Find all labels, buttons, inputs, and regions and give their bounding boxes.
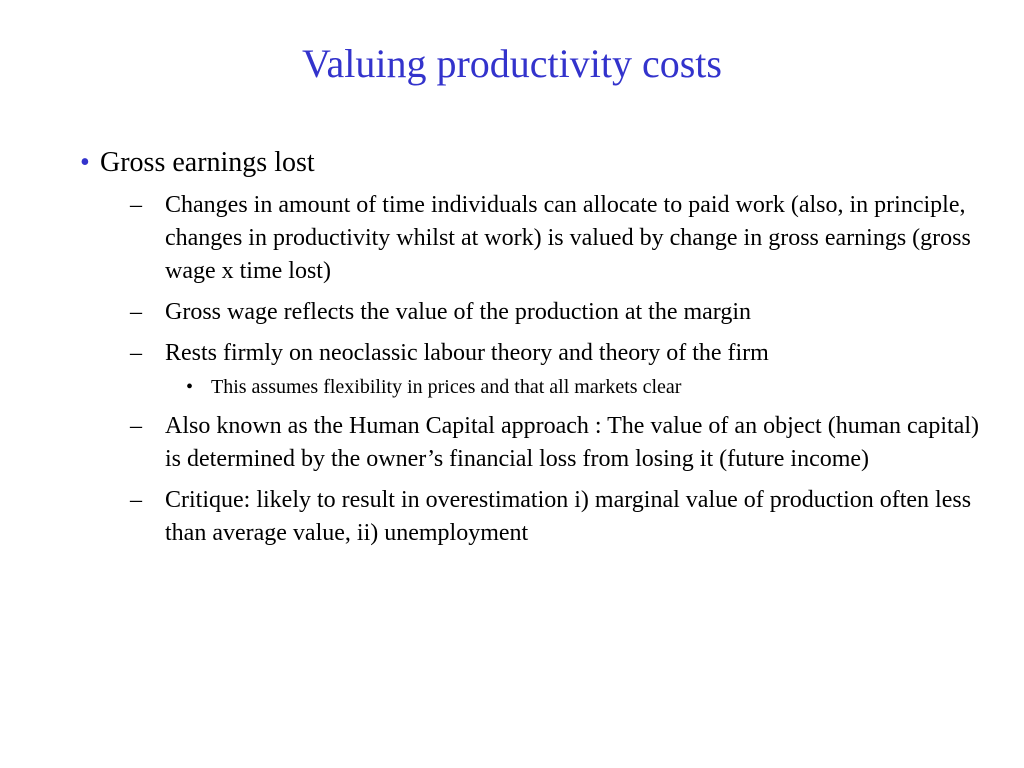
dash-marker: – [130,487,142,513]
sub-item-text: Changes in amount of time individuals can allocate to paid work (also, in principle, changes in productivity whilst at work) is valued by change in gross earnings (gross wage x time lost) [165,192,971,284]
slide-title: Valuing productivity costs [302,41,722,86]
dash-marker: – [130,340,142,366]
dash-marker: – [130,413,142,439]
sub-item-gross-wage [130,296,990,329]
dot-marker: • [186,376,194,398]
sub-item-critique [130,484,990,550]
bullet-text: Gross earnings lost [100,147,315,178]
sub-item-human-capital [130,410,990,476]
nested-item-flexibility [186,374,990,400]
dash-marker: – [130,299,142,325]
bullet-gross-earnings [80,143,990,183]
sub-item-text: Gross wage reflects the value of the production at the margin [165,299,752,325]
sub-item-text: Also known as the Human Capital approach : The value of an object (human capital) is determined by the owner’s financial loss from losing it (future income) [165,413,979,472]
sub-item-changes [130,189,990,288]
nested-item-text: This assumes flexibility in prices and that all markets clear [211,376,682,398]
sub-item-text: Critique: likely to result in overestimation i) marginal value of production often less than average value, ii) unemployment [165,487,972,546]
slide-content [80,143,990,558]
sub-item-neoclassic [130,337,990,370]
sub-item-text: Rests firmly on neoclassic labour theory and theory of the firm [165,340,769,366]
dash-marker: – [130,192,142,218]
bullet-marker: • [80,147,90,178]
